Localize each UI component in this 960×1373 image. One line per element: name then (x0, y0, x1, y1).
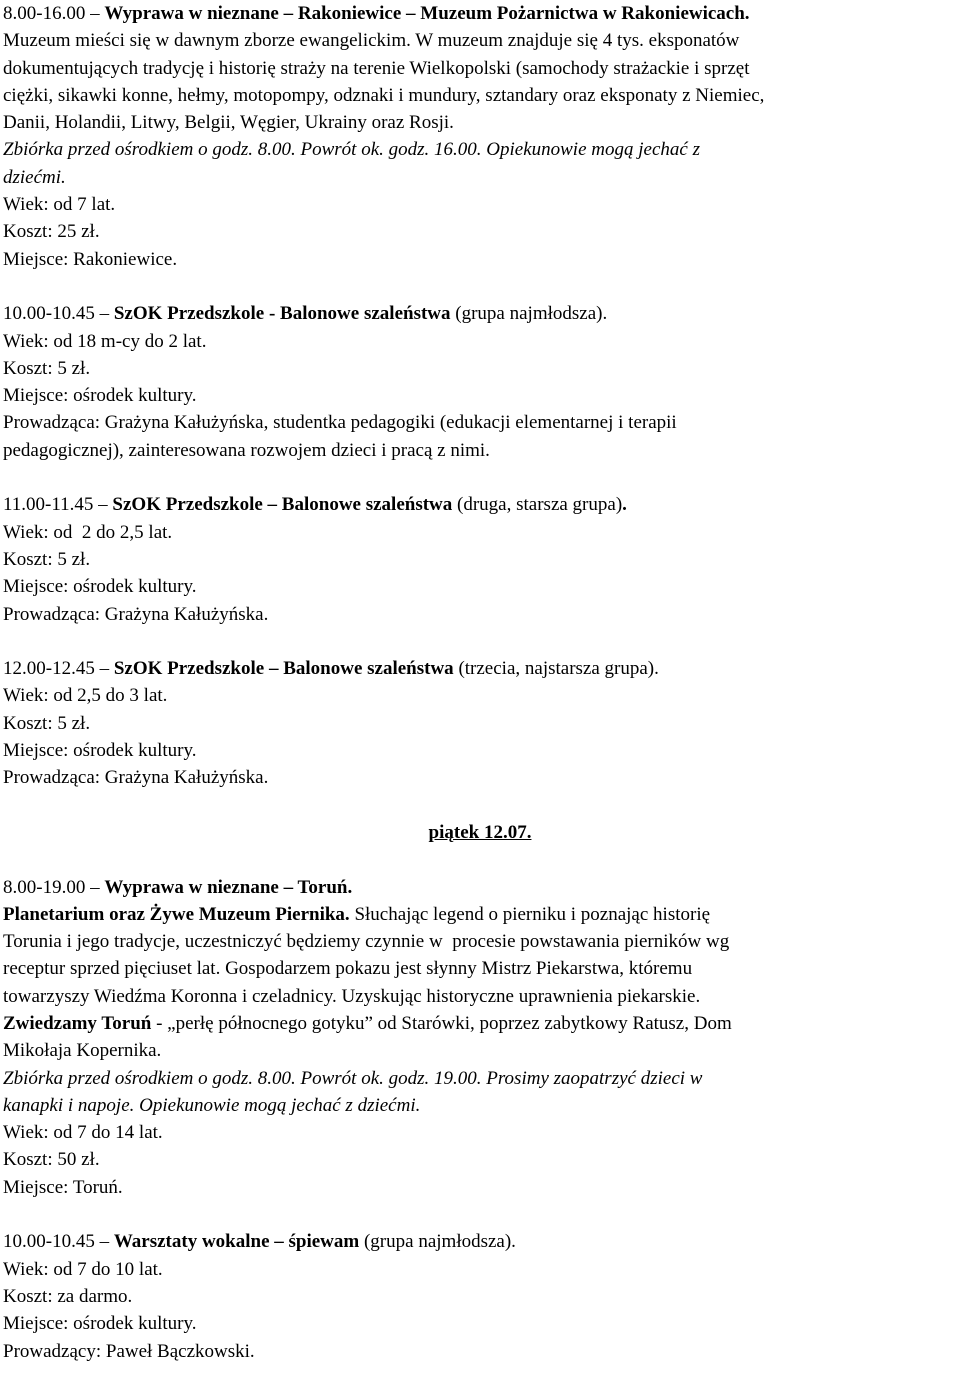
event-balonowe-3 (3, 655, 957, 791)
event-title: Wyprawa w nieznane – Toruń. (104, 876, 353, 898)
description-bold: Planetarium oraz Żywe Muzeum Piernika. (3, 903, 350, 925)
spacer (3, 464, 957, 491)
event-time: 8.00-16.00 – (3, 3, 105, 24)
leader-info: Prowadząca: Grażyna Kałużyńska. (3, 603, 269, 625)
meeting-info (3, 1092, 957, 1119)
meeting-info (3, 136, 957, 163)
place-info: Miejsce: ośrodek kultury. (3, 740, 197, 762)
spacer (3, 628, 957, 655)
age-info: Wiek: od 2 do 2,5 lat. (3, 521, 173, 543)
event-heading (3, 300, 957, 327)
event-heading (3, 1228, 957, 1255)
description-line: dokumentujących tradycję i historię straży na terenie Wielkopolski (samochody strażackie i sprzęt (3, 57, 750, 79)
event-title: SzOK Przedszkole – Balonowe szaleństwa (113, 658, 454, 680)
description-bold: Zwiedzamy Toruń (3, 1012, 152, 1034)
description-line: towarzyszy Wiedźma Koronna i czeladnicy. Uzyskując historyczne uprawnienia piekarskie. (3, 985, 701, 1007)
event-heading (3, 655, 957, 682)
description-text: - „perłę północnego gotyku” od Starówki, poprzez zabytkowy Ratusz, Dom (151, 1012, 732, 1034)
meeting-info (3, 1065, 957, 1092)
place-info: Miejsce: ośrodek kultury. (3, 576, 197, 598)
description-line (3, 901, 957, 928)
leader-info: Prowadząca: Grażyna Kałużyńska. (3, 767, 269, 789)
description-line: ciężki, sikawki konne, hełmy, motopompy, odznaki i mundury, sztandary oraz eksponaty z Niemiec, (3, 84, 765, 106)
place-info: Miejsce: Toruń. (3, 1176, 123, 1198)
event-balonowe-1 (3, 300, 957, 464)
event-rakoniewice (3, 0, 957, 273)
cost-info: Koszt: 25 zł. (3, 221, 100, 243)
age-info: Wiek: od 2,5 do 3 lat. (3, 685, 168, 707)
event-time: 11.00-11.45 – (3, 494, 113, 516)
day-heading-text: piątek 12.07. (428, 821, 532, 843)
event-balonowe-2 (3, 491, 957, 627)
place-info: Miejsce: ośrodek kultury. (3, 1313, 197, 1335)
description-line: Mikołaja Kopernika. (3, 1040, 162, 1062)
meeting-info-text: Zbiórka przed ośrodkiem o godz. 8.00. Powrót ok. godz. 16.00. Opiekunowie mogą jechać z (3, 139, 700, 161)
meeting-info-text: dziećmi. (3, 166, 66, 188)
spacer (3, 1201, 957, 1228)
event-heading (3, 0, 957, 27)
spacer (3, 846, 957, 873)
leader-info: pedagogicznej), zainteresowana rozwojem dzieci i pracą z nimi. (3, 439, 490, 461)
event-heading (3, 874, 957, 901)
leader-info: Prowadzący: Paweł Bączkowski. (3, 1340, 255, 1362)
event-note: (trzecia, najstarsza grupa). (453, 658, 659, 680)
leader-info: Prowadząca: Grażyna Kałużyńska, studentka pedagogiki (edukacji elementarnej i terapii (3, 412, 677, 434)
description-line: Torunia i jego tradycje, uczestniczyć będziemy czynnie w procesie powstawania pierników wg (3, 931, 730, 953)
event-time: 12.00-12.45 – (3, 658, 114, 680)
place-info: Miejsce: Rakoniewice. (3, 248, 178, 270)
event-title: SzOK Przedszkole – Balonowe szaleństwa (112, 494, 453, 516)
event-heading (3, 491, 957, 518)
place-info: Miejsce: ośrodek kultury. (3, 385, 197, 407)
age-info: Wiek: od 7 lat. (3, 194, 116, 216)
event-note: (druga, starsza grupa) (452, 494, 623, 516)
age-info: Wiek: od 7 do 14 lat. (3, 1122, 163, 1144)
document-page (3, 0, 957, 1365)
cost-info: Koszt: 5 zł. (3, 548, 91, 570)
event-title: SzOK Przedszkole - Balonowe szaleństwa (113, 303, 451, 325)
age-info: Wiek: od 18 m-cy do 2 lat. (3, 330, 207, 352)
event-torun (3, 874, 957, 1202)
event-time: 8.00-19.00 – (3, 876, 105, 898)
description-line (3, 1010, 957, 1037)
spacer (3, 273, 957, 300)
event-title: Warsztaty wokalne – śpiewam (113, 1231, 360, 1253)
cost-info: Koszt: 5 zł. (3, 357, 91, 379)
meeting-info (3, 164, 957, 191)
description-line: Muzeum mieści się w dawnym zborze ewangelickim. W muzeum znajduje się 4 tys. eksponatów (3, 30, 740, 52)
description-text: Słuchając legend o pierniku i poznając historię (349, 903, 711, 925)
meeting-info-text: Zbiórka przed ośrodkiem o godz. 8.00. Powrót ok. godz. 19.00. Prosimy zaopatrzyć dzieci w (3, 1067, 703, 1089)
event-note: (grupa najmłodsza). (450, 303, 608, 325)
spacer (3, 792, 957, 819)
event-note-dot: . (622, 494, 627, 516)
event-warsztaty (3, 1228, 957, 1364)
event-title: Wyprawa w nieznane – Rakoniewice – Muzeum Pożarnictwa w Rakoniewicach. (104, 3, 750, 24)
event-time: 10.00-10.45 – (3, 1231, 114, 1253)
age-info: Wiek: od 7 do 10 lat. (3, 1258, 163, 1280)
event-note: (grupa najmłodsza). (359, 1231, 516, 1253)
cost-info: Koszt: 50 zł. (3, 1149, 100, 1171)
event-time: 10.00-10.45 – (3, 303, 114, 325)
cost-info: Koszt: za darmo. (3, 1285, 133, 1307)
day-heading (3, 819, 957, 846)
cost-info: Koszt: 5 zł. (3, 712, 91, 734)
description-line: receptur sprzed pięciuset lat. Gospodarzem pokazu jest słynny Mistrz Piekarstwa, któremu (3, 958, 693, 980)
meeting-info-text: kanapki i napoje. Opiekunowie mogą jechać z dziećmi. (3, 1094, 421, 1116)
description-line: Danii, Holandii, Litwy, Belgii, Węgier, Ukrainy oraz Rosji. (3, 112, 454, 134)
